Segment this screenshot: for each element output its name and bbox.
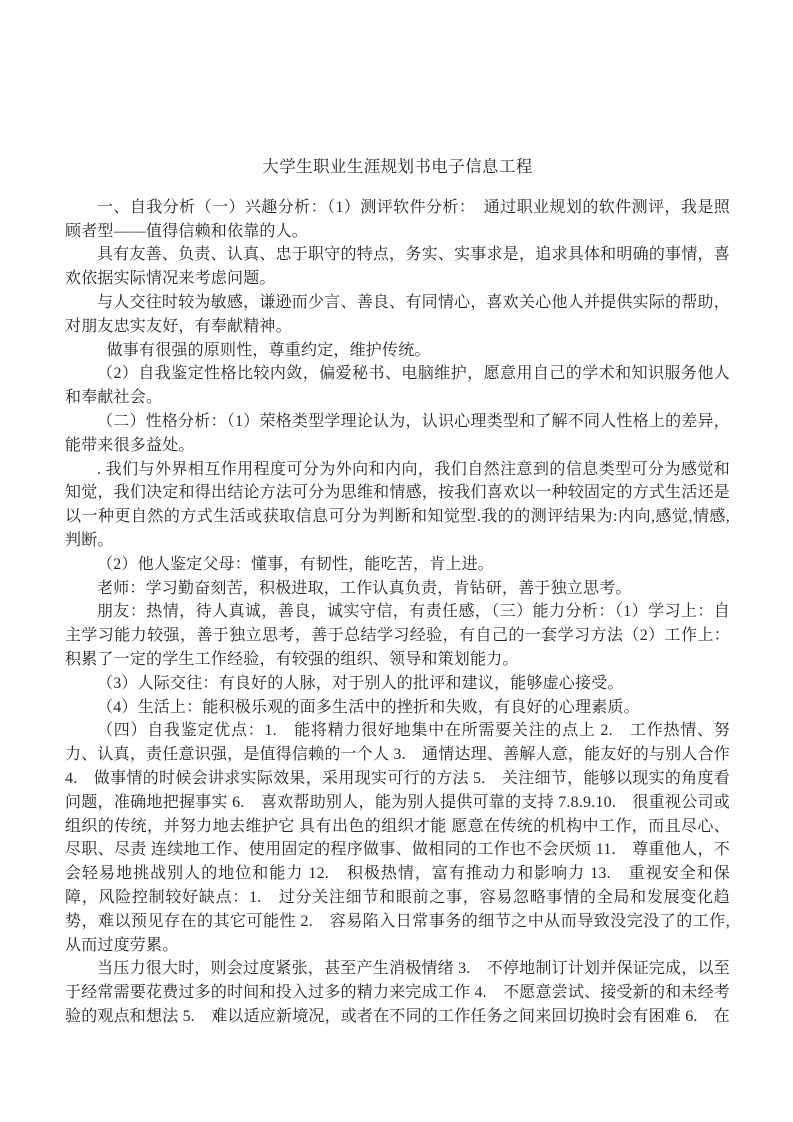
document-body bbox=[65, 196, 730, 1029]
paragraph: （四）自我鉴定优点：1. 能将精力很好地集中在所需要关注的点上 2. 工作热情、努力、认真，责任意识强，是值得信赖的一个人 3. 通情达理、善解人意，能友好的与别人合作 4. 做事情的时候会讲求实际效果，采用现实可行的方法 5. 关注细节，能够以现实的角度看问题，准确地把握事实 6. 喜欢帮助别人，能为别人提供可靠的支持 7.8.9.10. 很重视公司或组织的传统，并努力地去维护它 具有出色的组织才能 愿意在传统的机构中工作，而且尽心、尽职、尽责 连续地工作、使用固定的程序做事、做相同的工作也不会厌烦 11. 尊重他人，不会轻易地挑战别人的地位和能力 12. 积极热情，富有推动力和影响力 13. 重视安全和保障，风险控制较好缺点：1. 过分关注细节和眼前之事，容易忽略事情的全局和发展变化趋势，难以预见存在的其它可能性 2. 容易陷入日常事务的细节之中从而导致没完没了的工作,从而过度劳累。 bbox=[65, 722, 730, 954]
paragraph: . 我们与外界相互作用程度可分为外向和内向，我们自然注意到的信息类型可分为感觉和知觉，我们决定和得出结论方法可分为思维和情感，按我们喜欢以一种较固定的方式生活还是以一种更自然的方式生活或获取信息可分为判断和知觉型.我的的测评结果为:内向,感觉,情感,判断。 bbox=[65, 460, 730, 549]
paragraph: （4）生活上：能积极乐观的面多生活中的挫折和失败，有良好的心理素质。 bbox=[97, 698, 640, 716]
paragraph: 做事有很强的原则性，尊重约定，维护传统。 bbox=[106, 341, 431, 359]
paragraph: 一、自我分析（一）兴趣分析：（1）测评软件分析： 通过职业规划的软件测评，我是照顾者型——值得信赖和依靠的人。 bbox=[65, 198, 730, 240]
paragraph: 老师：学习勤奋刻苦，积极进取，工作认真负责，肯钻研，善于独立思考。 bbox=[97, 579, 632, 597]
paragraph: （2）他人鉴定父母：懂事，有韧性，能吃苦，肯上进。 bbox=[97, 555, 495, 573]
paragraph: （二）性格分析：（1）荣格类型学理论认为，认识心理类型和了解不同人性格上的差异，能带来很多益处。 bbox=[65, 412, 730, 454]
paragraph: （2）自我鉴定性格比较内敛，偏爱秘书、电脑维护，愿意用自己的学术和知识服务他人和奉献社会。 bbox=[65, 365, 730, 407]
paragraph: 具有友善、负责、认真、忠于职守的特点，务实、实事求是，追求具体和明确的事情，喜欢依据实际情况来考虑问题。 bbox=[65, 246, 730, 288]
paragraph: 当压力很大时，则会过度紧张，甚至产生消极情绪 3. 不停地制订计划并保证完成，以至于经常需要花费过多的时间和投入过多的精力来完成工作 4. 不愿意尝试、接受新的和未经考验的观点和想法 5. 难以适应新境况，或者在不同的工作任务之间来回切换时会有困难 6. 在 bbox=[65, 960, 731, 1025]
paragraph: （3）人际交往：有良好的人脉，对于别人的批评和建议，能够虚心接受。 bbox=[97, 674, 624, 692]
paragraph: 与人交往时较为敏感，谦逊而少言、善良、有同情心，喜欢关心他人并提供实际的帮助，对朋友忠实友好，有奉献精神。 bbox=[65, 293, 730, 335]
paragraph: 朋友：热情，待人真诚，善良，诚实守信，有责任感，（三）能力分析：（1）学习上：自主学习能力较强，善于独立思考，善于总结学习经验，有自己的一套学习方法（2）工作上：积累了一定的学生工作经验，有较强的组织、领导和策划能力。 bbox=[65, 603, 730, 668]
document-title: 大学生职业生涯规划书电子信息工程 bbox=[262, 157, 533, 176]
